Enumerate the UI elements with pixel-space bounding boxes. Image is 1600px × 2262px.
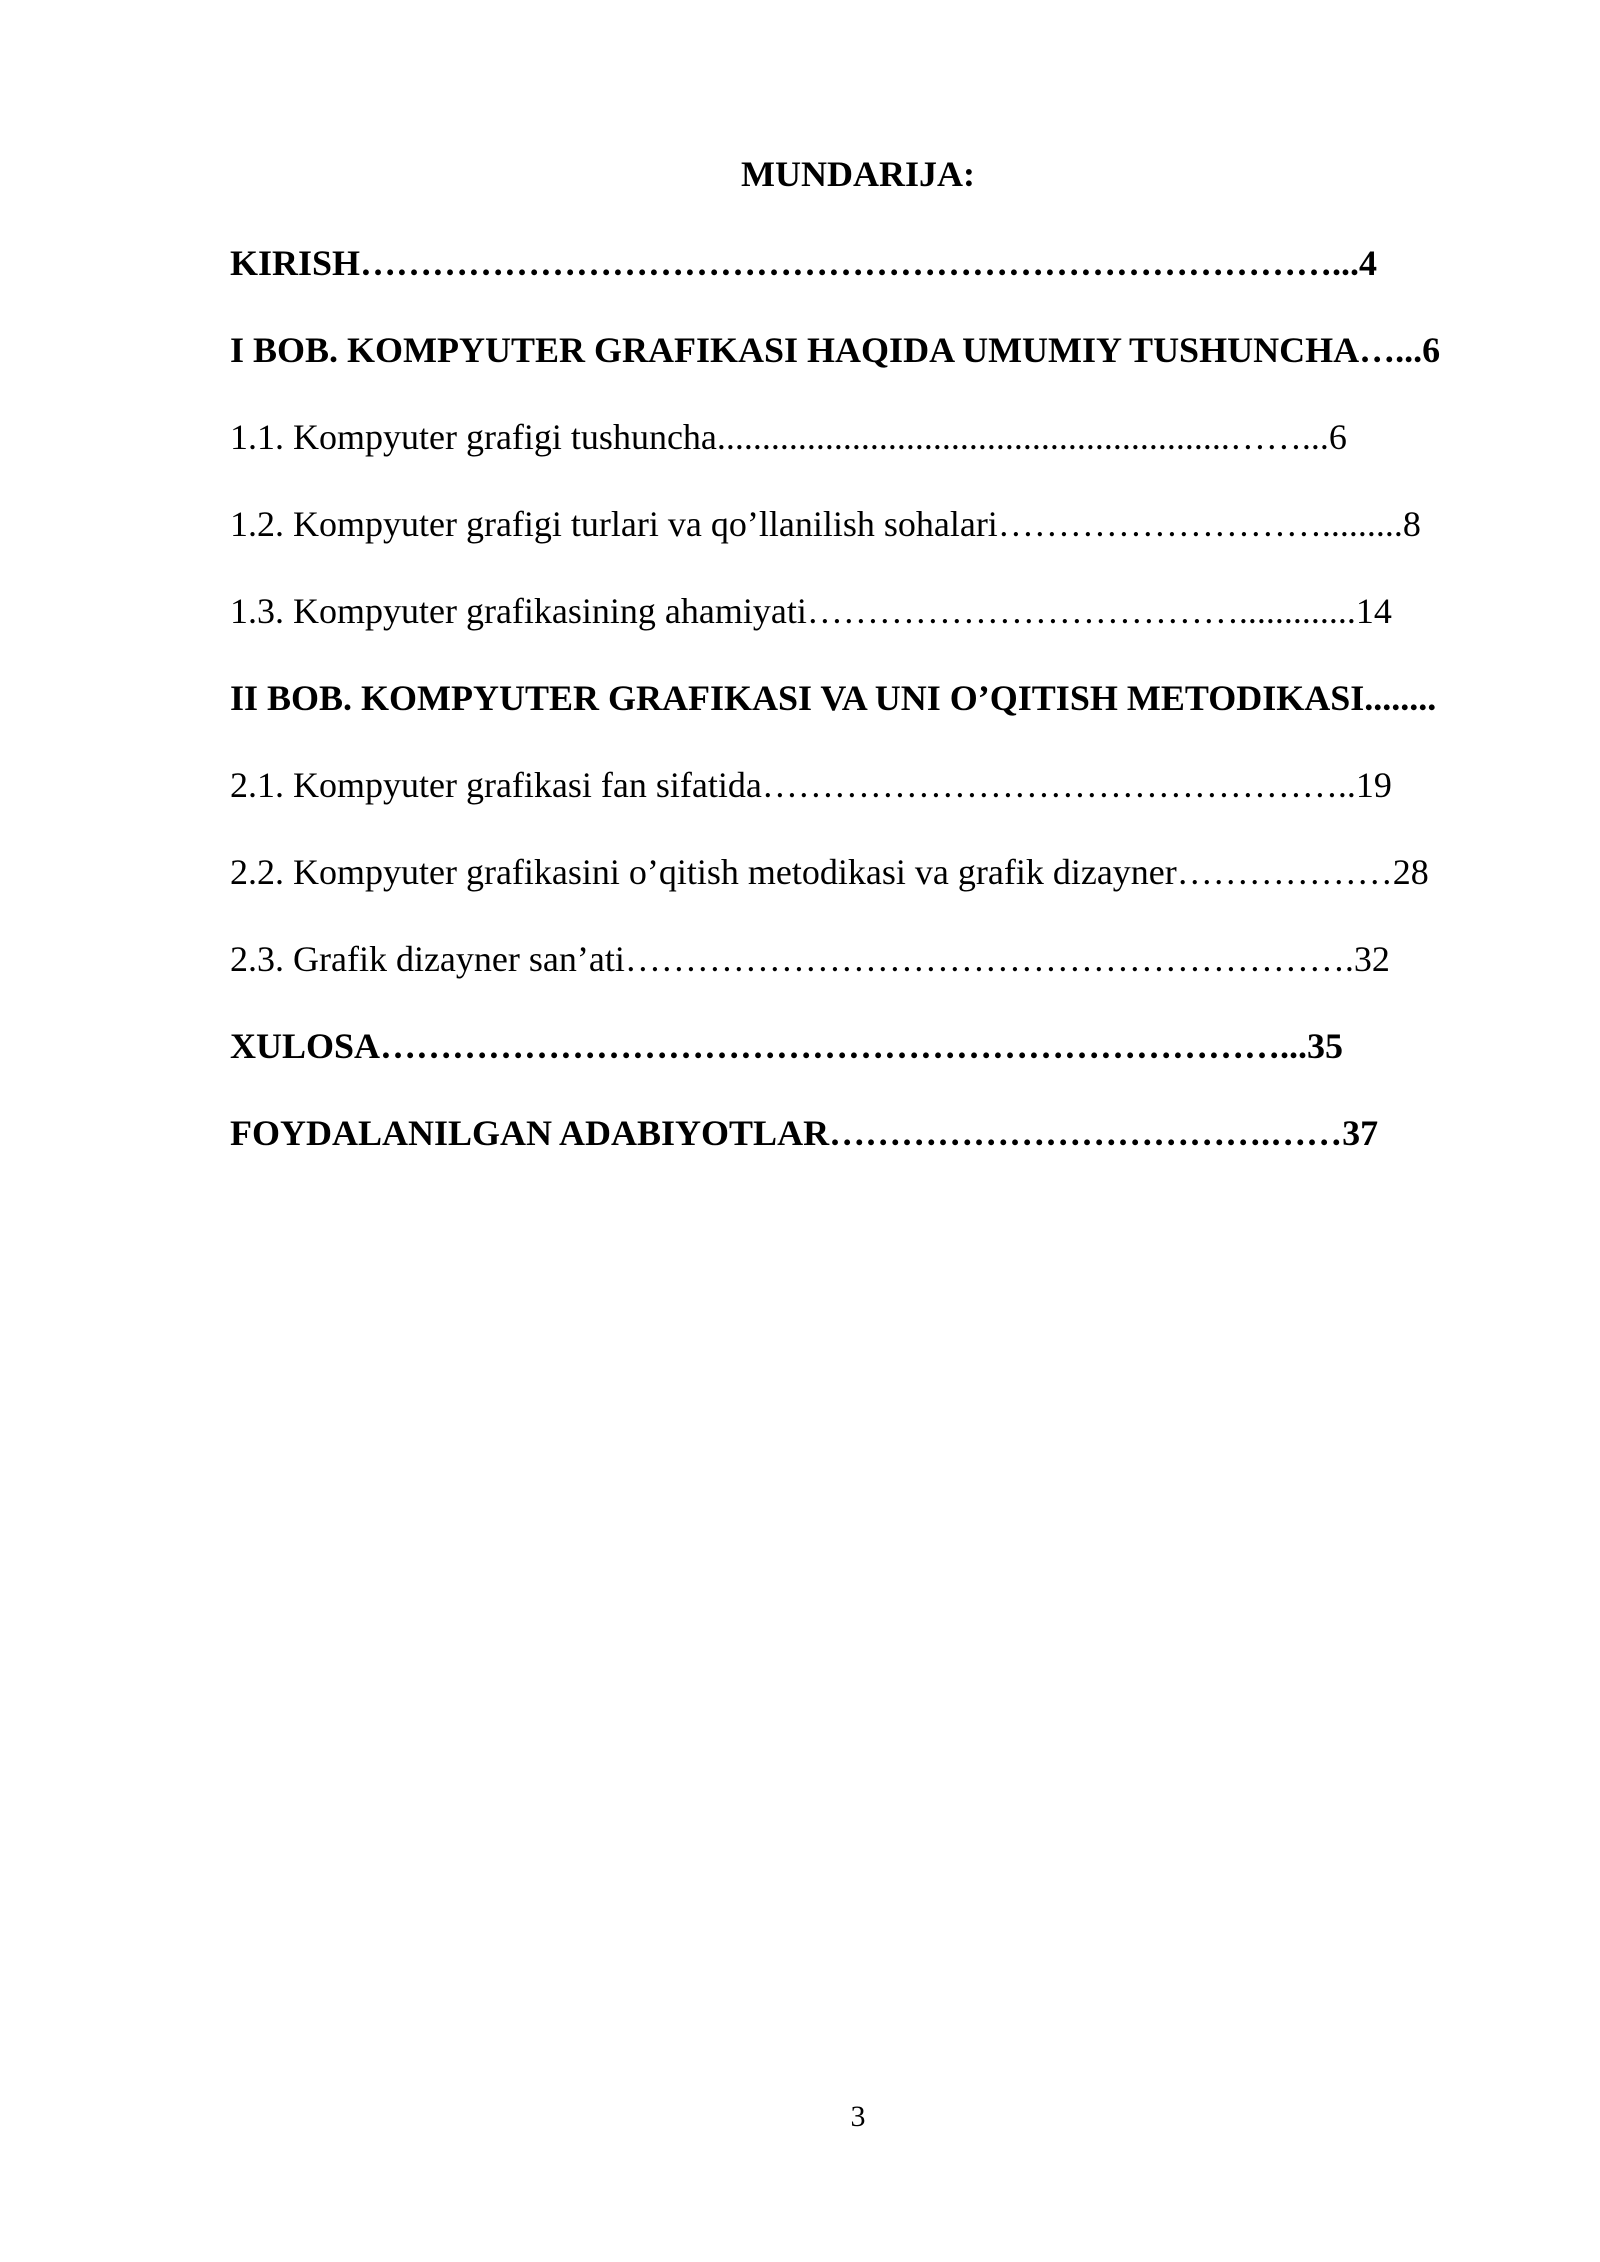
toc-entry-2-1: 2.1. Kompyuter grafikasi fan sifatida…………………………………………..19 (230, 765, 1392, 805)
toc-entry-2-3: 2.3. Grafik dizayner san’ati…………………………………………………….32 (230, 939, 1390, 979)
toc-entry-adabiyotlar: FOYDALANILGAN ADABIYOTLAR……………………………….……37 (230, 1113, 1379, 1153)
toc-entry-kirish: KIRISH………………………………………………………………………...4 (230, 243, 1378, 283)
toc-entry-xulosa: XULOSA…………………………………………………………………...35 (230, 1026, 1344, 1066)
toc-entry-chapter-2: II BOB. KOMPYUTER GRAFIKASI VA UNI O’QITISH METODIKASI........ (230, 678, 1437, 718)
toc-entry-1-1: 1.1. Kompyuter grafigi tushuncha.........................................................……...6 (230, 417, 1347, 457)
toc-entry-1-3: 1.3. Kompyuter grafikasining ahamiyati……………………………….............14 (230, 591, 1392, 631)
toc-entry-chapter-1: I BOB. KOMPYUTER GRAFIKASI HAQIDA UMUMIY TUSHUNCHA…...6 (230, 330, 1441, 370)
page-number: 3 (850, 2100, 866, 2133)
toc-entry-1-2: 1.2. Kompyuter grafigi turlari va qo’llanilish sohalari……………………….........8 (230, 504, 1421, 544)
toc-entry-2-2: 2.2. Kompyuter grafikasini o’qitish metodikasi va grafik dizayner………………28 (230, 852, 1429, 892)
toc-title: MUNDARIJA: (741, 154, 975, 194)
